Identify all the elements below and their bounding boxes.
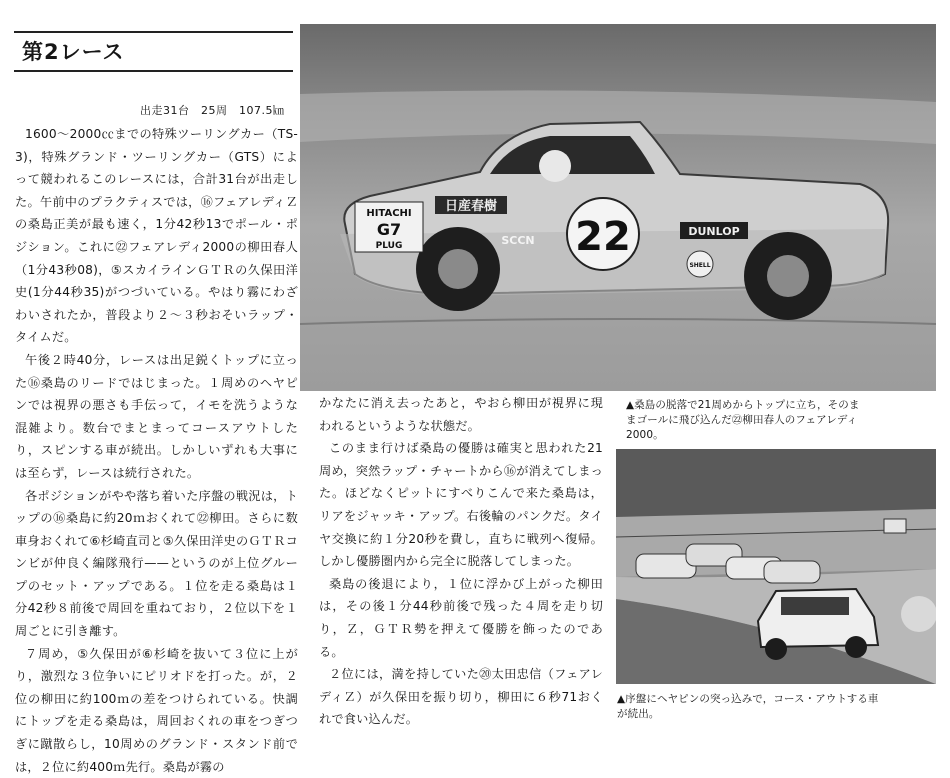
paragraph: 各ポジションがやや落ち着いた序盤の戦況は，トップの⑯桑島に約20ｍおくれて㉒柳田。さらに数車身おくれて⑥杉崎直司と⑤久保田洋史のＧＴＲコンビが仲良く編隊飛行——というのが上位グループのセット・アップである。１位を走る桑島は１分42秒８前後で周回を重ねており，２位以下を１周ごとに引き離す。 <box>15 488 298 639</box>
paragraph: ２位には，満を持していた⑳太田忠信（フェアレディＺ）が久保田を振り切り，柳田に６秒71おくれで食い込んだ。 <box>319 667 603 727</box>
caption-line: が続出。 <box>617 708 660 720</box>
caption-line: ▲序盤にヘヤピンの突っ込みで，コース・アウトする車 <box>617 693 879 705</box>
sponsor-plug: PLUG <box>375 241 403 251</box>
paragraph: このまま行けば桑島の優勝は確実と思われた21周め，突然ラップ・チャートから⑯が消えてしまった。ほどなくピットにすべりこんで来た桑島は，リアをジャッキ・アップ。右後輪のパンクだ。タイヤ交換に約１分20秒を費し，直ちに戦列へ復帰。しかし優勝圏内から完全に脱落してしまった。 <box>319 441 603 569</box>
race-meta: 出走31台 25周 107.5㎞ <box>140 104 285 117</box>
photo-caption-top <box>626 398 936 443</box>
article-column-left <box>15 123 298 778</box>
paragraph: 午後２時40分，レースは出足鋭くトップに立った⑯桑島のリードではじまった。１周めのヘヤピンでは視界の悪さも手伝って，イモを洗うような混雑より。数台でまとまってコースアウトしたり，スピンする車が続出。しかしいずれも大事には至らず，レースは続行された。 <box>15 352 298 480</box>
door-text: 日産春樹 <box>444 199 498 214</box>
caption-line: 2000。 <box>626 429 664 441</box>
caption-line: まゴールに飛び込んだ㉒柳田春人のフェアレディ <box>626 414 858 426</box>
paragraph: ７周め，⑤久保田が⑥杉崎を抜いて３位に上がり，激烈な３位争いにピリオドを打った。が，２位の柳田に約100ｍの差をつけられている。快調にトップを走る桑島は，周回おくれの車をつぎつぎに蹴散らし，10周めのグランド・スタンド前では，２位に約400ｍ先行。桑島が霧の <box>15 646 298 774</box>
section-title: 第2レース <box>22 40 125 64</box>
photo-caption-bottom <box>617 692 937 722</box>
paragraph: 桑島の後退により，１位に浮かび上がった柳田は，その後１分44秒前後で残った４周を走り切り，Ｚ，ＧＴＲ勢を押えて優勝を飾ったのである。 <box>319 576 603 659</box>
car-number: 22 <box>575 214 631 260</box>
race-car-photo <box>300 24 936 391</box>
sponsor-g7: G7 <box>376 220 402 239</box>
hairpin-illustration <box>616 449 936 684</box>
hairpin-photo <box>616 449 936 684</box>
caption-line: ▲桑島の脱落で21周めからトップに立ち，そのま <box>626 399 860 411</box>
sponsor-shell: SHELL <box>689 262 711 269</box>
paragraph: かなたに消え去ったあと，やおら柳田が視界に現われるというような状態だ。 <box>319 396 603 433</box>
paragraph: 1600～2000㏄までの特殊ツーリングカー（TS-3)，特殊グランド・ツーリングカー（GTS）によって競われるこのレースには，合計31台が出走した。午前中のプラクティスでは，⑯フェアレディＺの桑島正美が最も速く，1分42秒13でポール・ポジション。これに㉒フェアレディ2000の柳田春人（1分43秒08)，⑤スカイラインＧＴＲの久保田洋史(1分44秒35)がつづいている。やはり霧にわざわいされたか，普段より２～３秒おそいラップ・タイムだ。 <box>15 127 298 345</box>
sponsor-dunlop: DUNLOP <box>688 225 740 238</box>
sponsor-hitachi: HITACHI <box>366 208 412 219</box>
sponsor-sccn: SCCN <box>501 234 535 247</box>
article-column-right <box>319 392 603 731</box>
race-car-illustration <box>300 24 936 391</box>
section-title-bar <box>14 31 293 72</box>
